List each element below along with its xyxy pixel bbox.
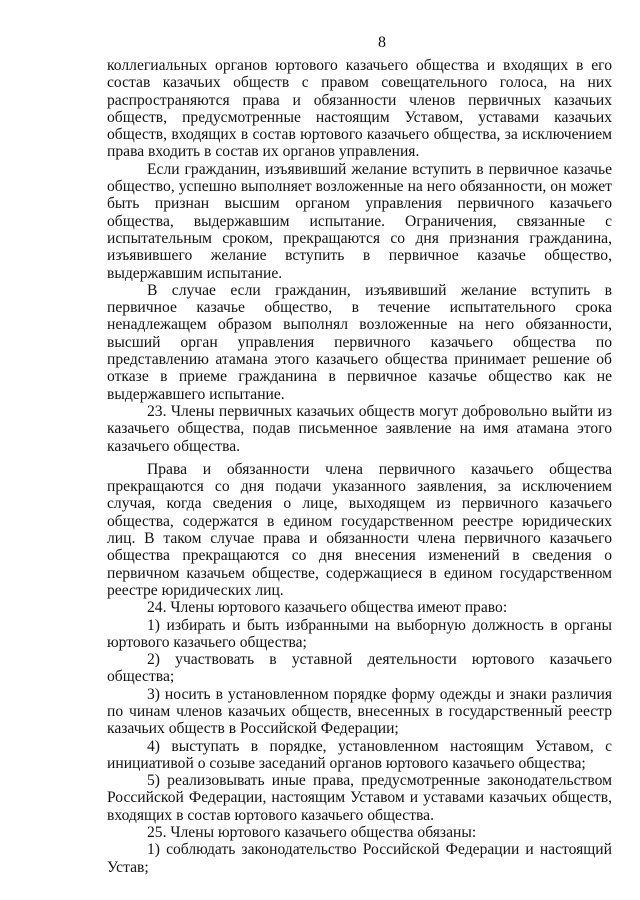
paragraph-probation-failed: В случае если гражданин, изъявивший желание вступить в первичное казачье общество, в течение испытательного срока ненадлежащем образом выполнял возложенные на него обязанности, высший орган управления первичного казачьего общества по представлению атамана этого казачьего общества принимает решение об отказе в приеме гражданина в первичное казачье общество как не выдержавшего испытание. <box>107 281 612 403</box>
clause-24-heading: 24. Члены юртового казачьего общества имеют право: <box>147 599 508 617</box>
clause-24-item-1: 1) избирать и быть избранными на выборную должность в органы юртового казачьего общества; <box>107 616 612 651</box>
clause-24-item-2: 2) участвовать в уставной деятельности юртового казачьего общества; <box>107 651 612 686</box>
page-number: 8 <box>378 34 386 51</box>
clause-24-item-3: 3) носить в установленном порядке форму одежды и знаки различия по чинам членов казачьих обществ, внесенных в государственный реестр казачьих обществ в Российской Федерации; <box>107 685 612 738</box>
clause-25-item-1: 1) соблюдать законодательство Российской Федерации и настоящий Устав; <box>107 841 612 876</box>
clause-24-item-4: 4) выступать в порядке, установленном настоящим Уставом, с инициативой о созыве заседаний органов юртового казачьего общества; <box>107 737 612 772</box>
document-body <box>107 57 612 876</box>
clause-23: 23. Члены первичных казачьих обществ могут добровольно выйти из казачьего общества, подав письменное заявление на имя атамана этого казачьего общества. <box>107 402 612 455</box>
clause-25-heading: 25. Члены юртового казачьего общества обязаны: <box>147 824 477 842</box>
paragraph-probation-passed: Если гражданин, изъявивший желание вступить в первичное казачье общество, успешно выполняет возложенные на него обязанности, он может быть признан высшим органом управления первичного казачьего общества, выдержавшим испытание. Ограничения, связанные с испытательным сроком, прекращаются со дня признания гражданина, изъявившего желание вступить в первичное казачье общество, выдержавшим испытание. <box>107 160 612 282</box>
paragraph-continuation: коллегиальных органов юртового казачьего общества и входящих в его состав казачьих обществ с правом совещательного голоса, на них распространяются права и обязанности членов первичных казачьих обществ, предусмотренные настоящим Уставом, уставами казачьих обществ, входящих в состав юртового казачьего общества, за исключением права входить в состав их органов управления. <box>107 57 612 161</box>
paragraph-rights-termination: Права и обязанности члена первичного казачьего общества прекращаются со дня подачи указанного заявления, за исключением случая, когда сведения о лице, выходящем из первичного казачьего общества, содержатся в едином государственном реестре юридических лиц. В таком случае права и обязанности члена первичного казачьего общества прекращаются со дня внесения изменений в сведения о первичном казачьем обществе, содержащиеся в едином государственном реестре юридических лиц. <box>107 460 612 599</box>
clause-24-item-5: 5) реализовывать иные права, предусмотренные законодательством Российской Федерации, настоящим Уставом и уставами казачьих обществ, входящих в состав юртового казачьего общества. <box>107 772 612 824</box>
